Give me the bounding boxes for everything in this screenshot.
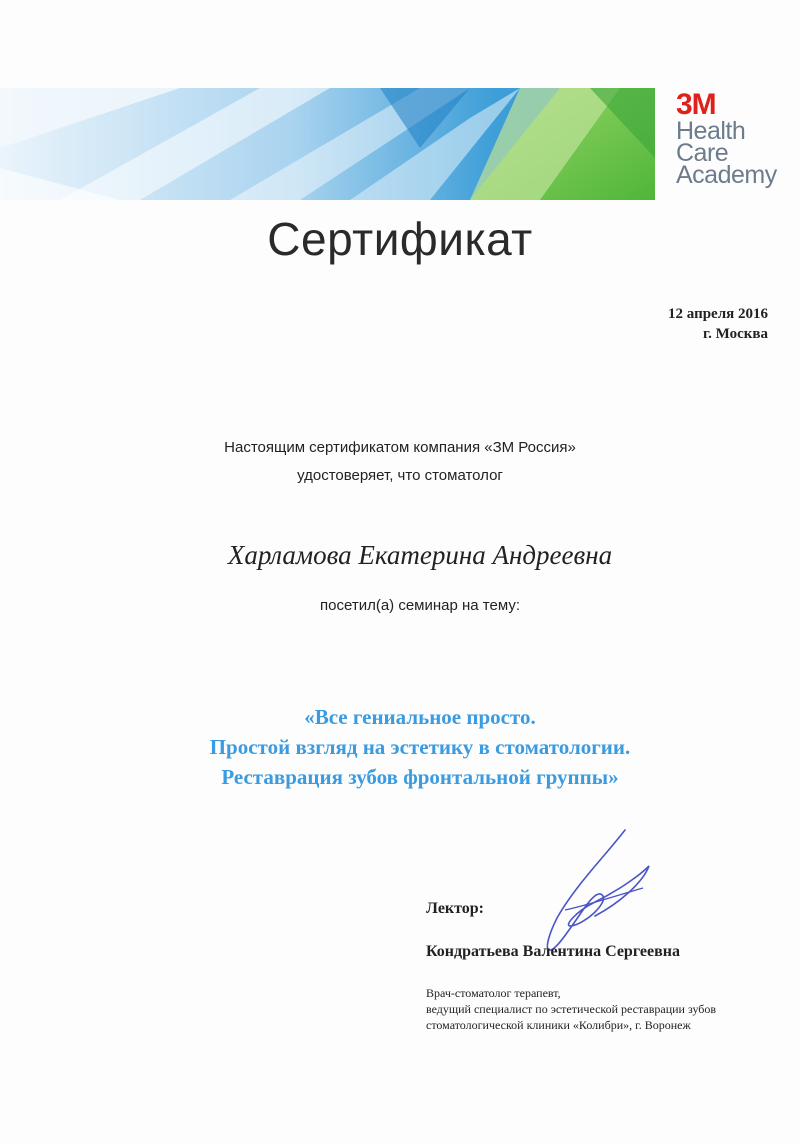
lecturer-label: Лектор: (426, 900, 485, 917)
certificate-city: г. Москва (703, 326, 768, 342)
lecturer-description (426, 985, 716, 1033)
logo-line-care: Care (676, 139, 729, 167)
lecturer-description-line-1: Врач-стоматолог терапевт, (426, 986, 561, 1000)
logo-line-academy: Academy (676, 161, 777, 189)
certificate-date: 12 апреля 2016 (668, 306, 768, 322)
lecturer-description-line-3: стоматологической клиники «Колибри», г. Воронеж (426, 1018, 691, 1032)
lecturer-name: Кондратьева Валентина Сергеевна (426, 943, 680, 960)
topic-line-1: «Все гениальное просто. (304, 705, 536, 729)
lecturer-description-line-2: ведущий специалист по эстетической реставрации зубов (426, 1002, 717, 1016)
intro-line-1: Настоящим сертификатом компания «ЗМ Россия» (224, 439, 576, 456)
3m-brand-mark: 3M (676, 88, 716, 121)
recipient-name: Харламова Екатерина Андреевна (227, 540, 613, 570)
seminar-topic (0, 702, 800, 792)
date-location-block (668, 304, 768, 344)
topic-line-2: Простой взгляд на эстетику в стоматологии. (209, 735, 631, 759)
3m-health-care-academy-logo (676, 88, 777, 189)
logo-line-health: Health (676, 117, 746, 145)
header-banner-graphic (0, 88, 655, 200)
lecturer-signature (525, 826, 665, 956)
attended-text: посетил(а) семинар на тему: (320, 597, 520, 614)
intro-line-2: удостоверяет, что стоматолог (297, 467, 503, 484)
topic-line-3: Реставрация зубов фронтальной группы» (221, 765, 619, 789)
certificate-title: Сертификат (267, 213, 533, 265)
intro-text (0, 434, 800, 490)
